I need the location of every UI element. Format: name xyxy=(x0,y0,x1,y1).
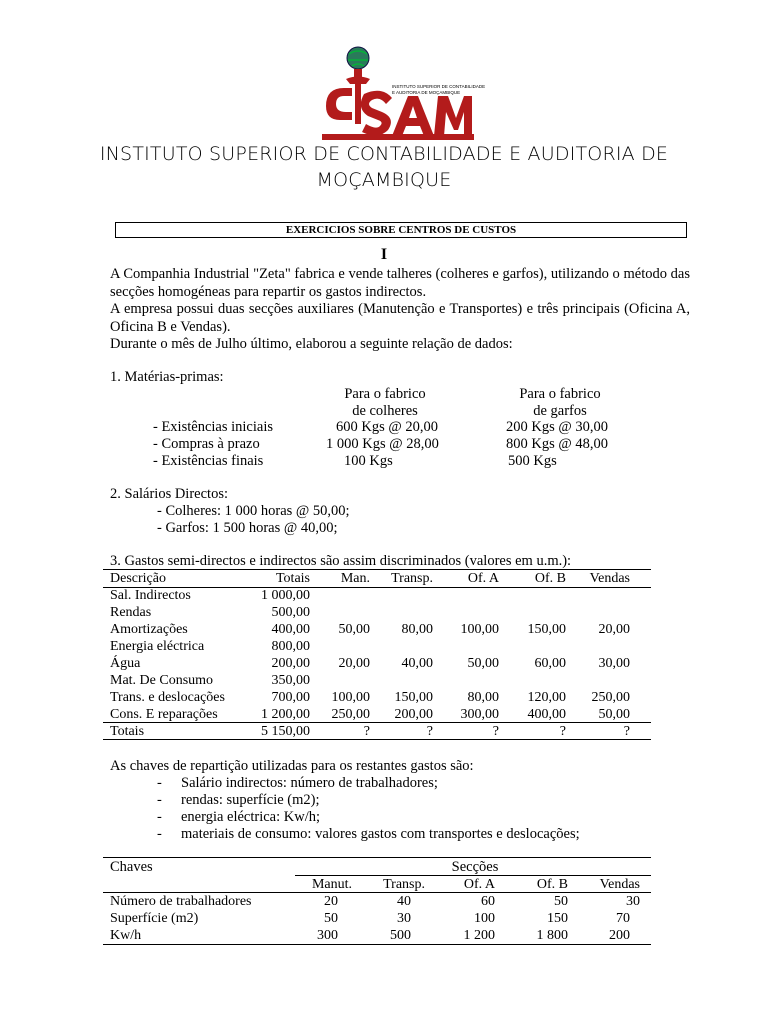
gastos-cell: 50,00 xyxy=(338,622,370,637)
gastos-cell: 700,00 xyxy=(271,690,310,705)
chaves-header-rule xyxy=(103,892,651,893)
gastos-col-header: Transp. xyxy=(391,571,433,586)
gastos-cell xyxy=(566,638,630,655)
logo-base-bar xyxy=(322,134,474,140)
section-number: I xyxy=(380,246,388,263)
gastos-total-cell: Totais xyxy=(110,724,145,739)
chaves-heading: As chaves de repartição utilizadas para os restantes gastos são: xyxy=(110,758,474,774)
gastos-cell: 120,00 xyxy=(527,690,566,705)
gastos-cell: Cons. E reparações xyxy=(110,707,218,722)
gastos-cell: 80,00 xyxy=(401,622,433,637)
gastos-row xyxy=(110,621,630,638)
letter-s xyxy=(361,91,392,136)
materias-row-garfos: 500 Kgs xyxy=(508,453,557,469)
gastos-cell: 350,00 xyxy=(271,673,310,688)
gastos-header-rule xyxy=(103,587,651,588)
gastos-cell: 400,00 xyxy=(271,622,310,637)
letter-a xyxy=(392,96,434,136)
gastos-total-cell: ? xyxy=(623,724,630,739)
chaves-cell: Superfície (m2) xyxy=(110,911,199,926)
gastos-cell: 250,00 xyxy=(331,707,370,722)
gastos-cell xyxy=(370,604,433,621)
materias-row-garfos: 800 Kgs @ 48,00 xyxy=(506,436,608,452)
chaves-cell: 60 xyxy=(481,894,495,909)
gastos-cell: 20,00 xyxy=(338,656,370,671)
materias-col2-header-2: de garfos xyxy=(533,403,587,419)
chaves-cell: 1 800 xyxy=(536,928,568,943)
chaves-cell: 500 xyxy=(390,928,411,943)
gastos-cell: 800,00 xyxy=(271,639,310,654)
chaves-col-header: Of. B xyxy=(536,877,568,892)
gastos-cell: 50,00 xyxy=(467,656,499,671)
gastos-cell xyxy=(499,604,566,621)
gastos-cell: 1 000,00 xyxy=(261,588,310,603)
gastos-cell: 150,00 xyxy=(527,622,566,637)
gastos-cell: 200,00 xyxy=(271,656,310,671)
chaves-cell: Número de trabalhadores xyxy=(110,894,252,909)
chaves-bullet: - xyxy=(157,826,162,842)
gastos-cell xyxy=(566,672,630,689)
chaves-header-row xyxy=(110,876,640,893)
gastos-col-header: Totais xyxy=(275,571,310,586)
materias-row-colheres: 1 000 Kgs @ 28,00 xyxy=(326,436,439,452)
gastos-cell xyxy=(310,638,370,655)
title-box: EXERCICIOS SOBRE CENTROS DE CUSTOS xyxy=(115,222,687,238)
gastos-col-header: Vendas xyxy=(589,571,630,586)
gastos-row xyxy=(110,587,630,604)
gastos-cell: Trans. e deslocações xyxy=(110,690,225,705)
gastos-cell: 250,00 xyxy=(591,690,630,705)
letter-i-s xyxy=(326,88,352,120)
chaves-bullet: - xyxy=(157,792,162,808)
intro-paragraph-3: Durante o mês de Julho último, elaborou a seguinte relação de dados: xyxy=(110,336,513,352)
pedestal-top xyxy=(354,69,362,77)
gastos-cell xyxy=(566,604,630,621)
chaves-item: energia eléctrica: Kw/h; xyxy=(181,809,321,825)
gastos-cell: Energia eléctrica xyxy=(110,639,205,654)
gastos-cell: Rendas xyxy=(110,605,152,620)
materias-row-label: - Existências iniciais xyxy=(153,419,273,435)
gastos-cell: 500,00 xyxy=(271,605,310,620)
intro-paragraph-1: A Companhia Industrial "Zeta" fabrica e vende talheres (colheres e garfos), utilizando o método das secções homogéneas para repartir os gastos indirectos. xyxy=(110,266,690,300)
gastos-cell: 20,00 xyxy=(598,622,630,637)
gastos-cell: 100,00 xyxy=(460,622,499,637)
chaves-cell: 20 xyxy=(324,894,338,909)
chaves-cell: 30 xyxy=(626,894,640,909)
chaves-row xyxy=(110,893,640,910)
gastos-cell xyxy=(370,587,433,604)
gastos-cell: Mat. De Consumo xyxy=(110,673,214,688)
materias-row-colheres: 600 Kgs @ 20,00 xyxy=(336,419,438,435)
gastos-col-header: Of. B xyxy=(534,571,566,586)
logo-subtext-1: INSTITUTO SUPERIOR DE CONTABILIDADE xyxy=(392,84,486,89)
gastos-cell: Amortizações xyxy=(110,622,188,637)
gastos-total-cell: 5 150,00 xyxy=(261,724,310,739)
gastos-cell xyxy=(310,604,370,621)
gastos-cell xyxy=(433,638,499,655)
gastos-cell: 30,00 xyxy=(598,656,630,671)
chaves-col-header: Of. A xyxy=(463,877,495,892)
chaves-cell: 30 xyxy=(397,911,411,926)
letter-m xyxy=(434,96,472,136)
gastos-cell xyxy=(499,638,566,655)
gastos-cell xyxy=(566,587,630,604)
gastos-col-header: Of. A xyxy=(467,571,499,586)
materias-col2-header-1: Para o fabrico xyxy=(519,386,601,402)
iscam-logo xyxy=(322,46,486,142)
chaves-row xyxy=(110,910,640,927)
salarios-item: - Colheres: 1 000 horas @ 50,00; xyxy=(157,503,350,519)
materias-col1-header-1: Para o fabrico xyxy=(344,386,426,402)
salarios-item: - Garfos: 1 500 horas @ 40,00; xyxy=(157,520,338,536)
gastos-cell xyxy=(310,587,370,604)
gastos-cell: 40,00 xyxy=(401,656,433,671)
chaves-cell: 100 xyxy=(474,911,495,926)
gastos-row xyxy=(110,604,630,621)
chaves-cell: 50 xyxy=(324,911,338,926)
chaves-col-header: Transp. xyxy=(383,877,425,892)
intro-paragraph-2: A empresa possui duas secções auxiliares (Manutenção e Transportes) e três principais (Oficina A, Oficina B e Vendas). xyxy=(110,301,690,335)
chaves-cell: Kw/h xyxy=(110,928,142,943)
chaves-col-header: Vendas xyxy=(599,877,640,892)
gastos-table xyxy=(110,570,630,740)
materias-row-label: - Compras à prazo xyxy=(153,436,260,452)
logo-subtext-2: E AUDITORIA DE MOÇAMBIQUE xyxy=(392,90,461,95)
chaves-group-rule xyxy=(295,875,651,876)
chaves-cell: 50 xyxy=(554,894,568,909)
gastos-cell xyxy=(499,587,566,604)
gastos-cell: Sal. Indirectos xyxy=(110,588,191,603)
gastos-cell: 100,00 xyxy=(331,690,370,705)
gastos-total-cell: ? xyxy=(492,724,499,739)
gastos-row xyxy=(110,706,630,723)
chaves-bullet: - xyxy=(157,809,162,825)
chaves-cell: 150 xyxy=(547,911,568,926)
gastos-cell: 50,00 xyxy=(598,707,630,722)
gastos-total-cell: ? xyxy=(426,724,433,739)
salarios-heading: 2. Salários Directos: xyxy=(110,486,228,502)
materias-col1-header-2: de colheres xyxy=(352,403,418,419)
gastos-cell: Água xyxy=(110,656,141,671)
gastos-col-header: Descrição xyxy=(110,571,166,586)
pedestal-bowl xyxy=(346,77,370,85)
gastos-row xyxy=(110,655,630,672)
chaves-col-header: Manut. xyxy=(311,877,352,892)
materias-heading: 1. Matérias-primas: xyxy=(110,369,224,385)
gastos-bottom-rule xyxy=(103,739,651,740)
gastos-cell xyxy=(433,587,499,604)
gastos-totals-row xyxy=(110,723,630,740)
gastos-cell xyxy=(310,672,370,689)
chaves-table xyxy=(110,876,640,944)
chaves-cell: 40 xyxy=(397,894,411,909)
gastos-heading: 3. Gastos semi-directos e indirectos são assim discriminados (valores em u.m.): xyxy=(110,553,572,569)
chaves-bottom-rule xyxy=(103,944,651,945)
materias-row-garfos: 200 Kgs @ 30,00 xyxy=(506,419,608,435)
gastos-cell: 60,00 xyxy=(534,656,566,671)
gastos-cell: 150,00 xyxy=(394,690,433,705)
gastos-cell: 200,00 xyxy=(394,707,433,722)
gastos-cell: 80,00 xyxy=(467,690,499,705)
gastos-row xyxy=(110,672,630,689)
chaves-col-label: Chaves xyxy=(110,859,153,875)
chaves-cell: 70 xyxy=(616,911,630,926)
gastos-cell xyxy=(370,638,433,655)
gastos-cell xyxy=(499,672,566,689)
chaves-row xyxy=(110,927,640,944)
institute-name-line2: MOÇAMBIQUE xyxy=(316,169,452,191)
chaves-group-label: Secções xyxy=(451,859,499,875)
gastos-total-cell: ? xyxy=(559,724,566,739)
materias-row-colheres: 100 Kgs xyxy=(344,453,393,469)
chaves-cell: 1 200 xyxy=(463,928,495,943)
chaves-cell: 200 xyxy=(609,928,630,943)
gastos-cell xyxy=(433,672,499,689)
gastos-total-cell: ? xyxy=(363,724,370,739)
chaves-item: materiais de consumo: valores gastos com transportes e deslocações; xyxy=(181,826,580,842)
gastos-row xyxy=(110,689,630,706)
gastos-cell: 300,00 xyxy=(460,707,499,722)
chaves-item: Salário indirectos: número de trabalhadores; xyxy=(181,775,438,791)
chaves-top-rule xyxy=(103,857,651,858)
chaves-cell: 300 xyxy=(317,928,338,943)
institute-name-line1: INSTITUTO SUPERIOR DE CONTABILIDADE E AUDITORIA DE xyxy=(99,143,669,165)
materias-row-label: - Existências finais xyxy=(153,453,264,469)
gastos-row xyxy=(110,638,630,655)
gastos-cell xyxy=(370,672,433,689)
pedestal-stem xyxy=(355,84,361,124)
chaves-item: rendas: superfície (m2); xyxy=(181,792,320,808)
gastos-cell: 1 200,00 xyxy=(261,707,310,722)
chaves-bullet: - xyxy=(157,775,162,791)
gastos-header-row xyxy=(110,570,630,587)
gastos-col-header: Man. xyxy=(340,571,370,586)
gastos-cell xyxy=(433,604,499,621)
gastos-totals-rule xyxy=(103,722,651,723)
gastos-cell: 400,00 xyxy=(527,707,566,722)
